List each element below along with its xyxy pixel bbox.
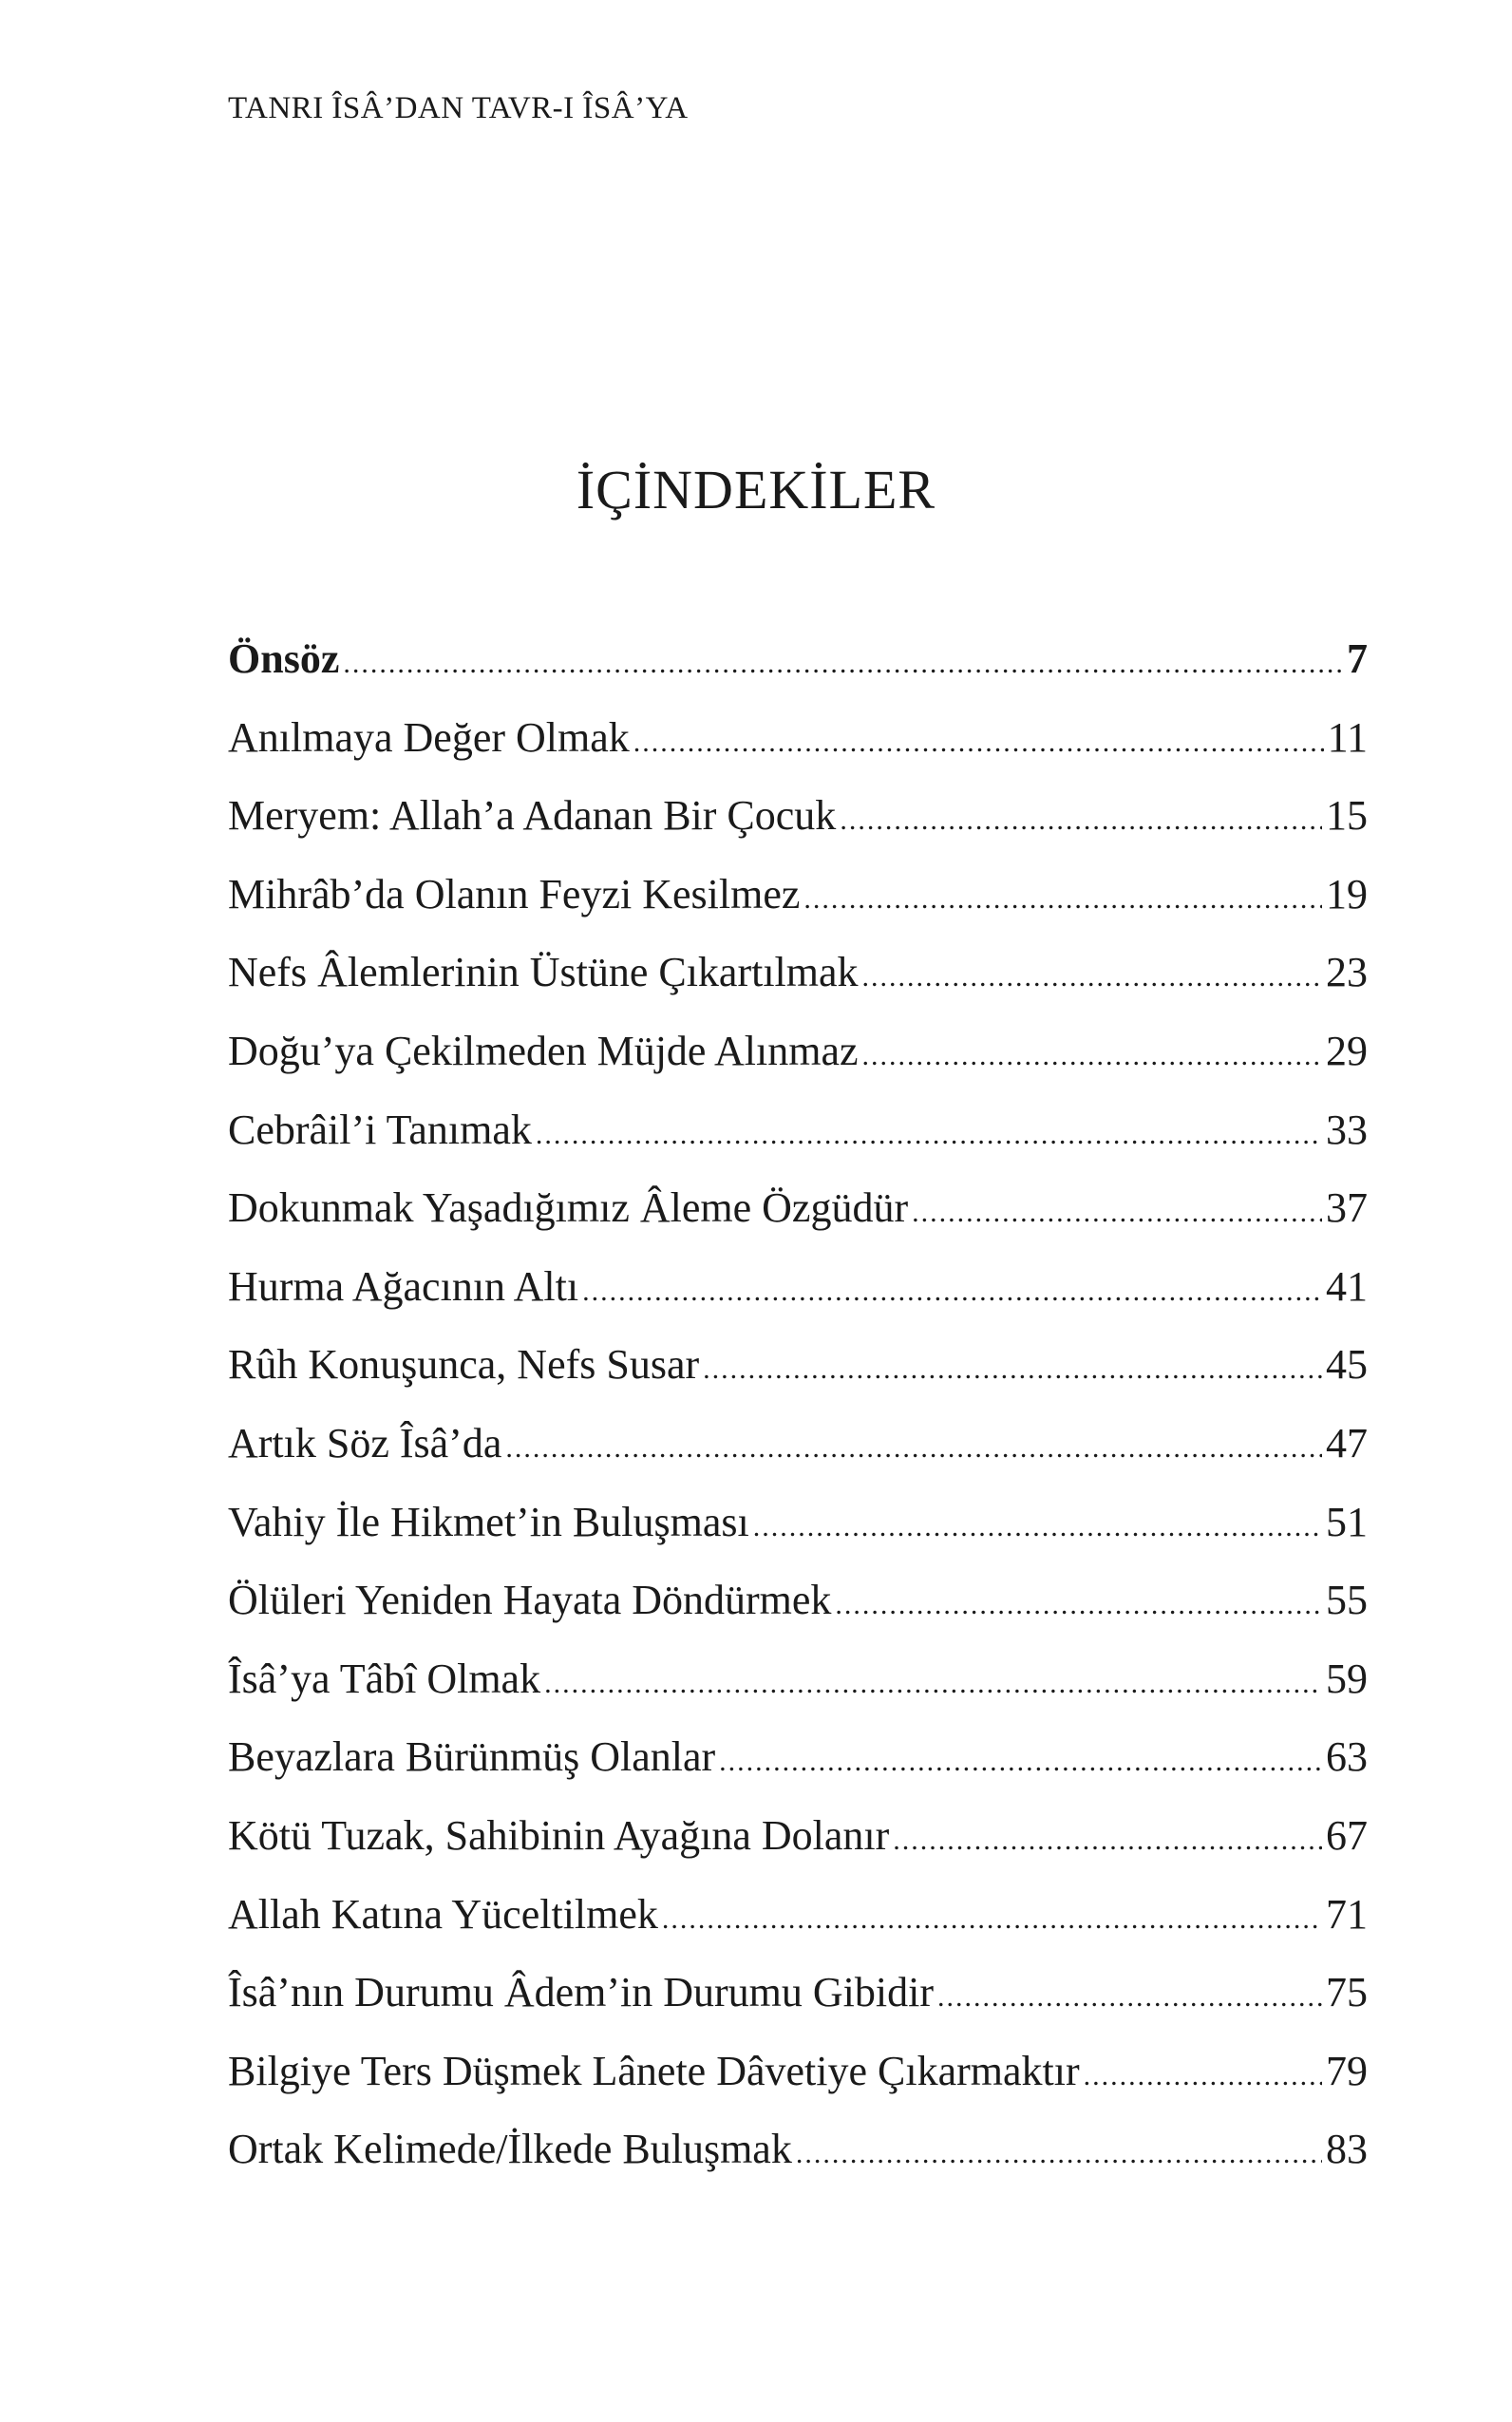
toc-entry[interactable] [228, 2125, 1368, 2204]
toc-entry[interactable] [228, 1498, 1368, 1577]
dot-leader [536, 1119, 1322, 1151]
toc-entry-label: Îsâ’nın Durumu Âdem’in Durumu Gibidir [228, 1969, 934, 2016]
toc-entry-label: Meryem: Allah’a Adanan Bir Çocuk [228, 792, 837, 840]
toc-title: İÇİNDEKİLER [576, 459, 936, 520]
toc-entry-label: Anılmaya Değer Olmak [228, 713, 630, 761]
toc-entry-label: Beyazlara Bürünmüş Olanlar [228, 1733, 716, 1781]
dot-leader [862, 1040, 1322, 1072]
table-of-contents [228, 634, 1368, 2204]
toc-entry[interactable] [228, 791, 1368, 870]
toc-entry-page: 63 [1326, 1733, 1368, 1781]
dot-leader [633, 727, 1324, 759]
dot-leader [582, 1276, 1322, 1308]
toc-entry-page: 7 [1347, 635, 1368, 682]
dot-leader [937, 1981, 1322, 2014]
toc-entry[interactable] [228, 1655, 1368, 1733]
toc-entry-label: Ortak Kelimede/İlkede Buluşmak [228, 2126, 792, 2173]
toc-entry-label: Bilgiye Ters Düşmek Lânete Dâvetiye Çıkarmaktır [228, 2047, 1080, 2094]
toc-entry-label: Rûh Konuşunca, Nefs Susar [228, 1341, 700, 1389]
toc-entry-page: 41 [1326, 1262, 1368, 1310]
dot-leader [1084, 2060, 1322, 2092]
toc-entry-label: Mihrâb’da Olanın Feyzi Kesilmez [228, 870, 801, 918]
toc-entry-page: 19 [1326, 870, 1368, 918]
toc-entry-label: Kötü Tuzak, Sahibinin Ayağına Dolanır [228, 1811, 890, 1859]
dot-leader [505, 1432, 1322, 1465]
toc-entry-label: Doğu’ya Çekilmeden Müjde Alınmaz [228, 1027, 859, 1074]
toc-entry-label: Allah Katına Yüceltilmek [228, 1890, 658, 1938]
toc-entry-page: 75 [1326, 1969, 1368, 2016]
toc-entry-page: 79 [1326, 2047, 1368, 2094]
toc-entry-page: 47 [1326, 1419, 1368, 1466]
toc-entry-label: Îsâ’ya Tâbî Olmak [228, 1655, 541, 1702]
running-header: TANRI ÎSÂ’DAN TAVR-I ÎSÂ’YA [228, 91, 689, 125]
dot-leader [703, 1353, 1322, 1386]
toc-entry[interactable] [228, 1811, 1368, 1890]
toc-entry-label: Artık Söz Îsâ’da [228, 1419, 502, 1466]
toc-entry[interactable] [228, 1106, 1368, 1184]
toc-entry[interactable] [228, 2047, 1368, 2126]
dot-leader [753, 1511, 1322, 1543]
toc-entry-label: Cebrâil’i Tanımak [228, 1106, 532, 1153]
toc-entry-label: Dokunmak Yaşadığımız Âleme Özgüdür [228, 1184, 909, 1232]
dot-leader [835, 1589, 1322, 1621]
dot-leader [893, 1825, 1322, 1857]
toc-entry-page: 29 [1326, 1027, 1368, 1074]
toc-entry[interactable] [228, 713, 1368, 792]
toc-entry[interactable] [228, 1576, 1368, 1655]
dot-leader [840, 804, 1322, 837]
toc-entry-page: 33 [1326, 1106, 1368, 1153]
toc-entry-page: 55 [1326, 1577, 1368, 1624]
toc-entry-page: 51 [1326, 1498, 1368, 1545]
dot-leader [544, 1668, 1322, 1700]
toc-entry-page: 59 [1326, 1655, 1368, 1702]
dot-leader [662, 1903, 1322, 1936]
toc-entry-page: 83 [1326, 2126, 1368, 2173]
toc-entry-label: Nefs Âlemlerinin Üstüne Çıkartılmak [228, 949, 859, 996]
toc-entry[interactable] [228, 1262, 1368, 1341]
dot-leader [912, 1197, 1322, 1229]
toc-entry[interactable] [228, 1732, 1368, 1811]
dot-leader [803, 883, 1322, 916]
toc-entry[interactable] [228, 1340, 1368, 1419]
toc-entry[interactable] [228, 1968, 1368, 2047]
toc-entry[interactable] [228, 1890, 1368, 1969]
toc-entry-page: 15 [1326, 792, 1368, 840]
toc-entry-label: Vahiy İle Hikmet’in Buluşması [228, 1498, 749, 1545]
toc-entry-label: Önsöz [228, 635, 340, 682]
dot-leader [343, 648, 1343, 680]
toc-entry[interactable] [228, 1419, 1368, 1498]
toc-entry-label: Ölüleri Yeniden Hayata Döndürmek [228, 1577, 832, 1624]
toc-entry[interactable] [228, 948, 1368, 1027]
toc-entry-label: Hurma Ağacının Altı [228, 1262, 579, 1310]
toc-entry[interactable] [228, 634, 1368, 713]
dot-leader [719, 1746, 1322, 1778]
toc-entry-page: 71 [1326, 1890, 1368, 1938]
toc-entry-page: 45 [1326, 1341, 1368, 1389]
dot-leader [796, 2138, 1322, 2170]
toc-entry[interactable] [228, 1183, 1368, 1262]
toc-entry-page: 11 [1327, 713, 1368, 761]
toc-entry[interactable] [228, 870, 1368, 949]
toc-entry-page: 23 [1326, 949, 1368, 996]
toc-entry[interactable] [228, 1027, 1368, 1106]
toc-entry-page: 67 [1326, 1811, 1368, 1859]
dot-leader [862, 961, 1322, 993]
toc-entry-page: 37 [1326, 1184, 1368, 1232]
